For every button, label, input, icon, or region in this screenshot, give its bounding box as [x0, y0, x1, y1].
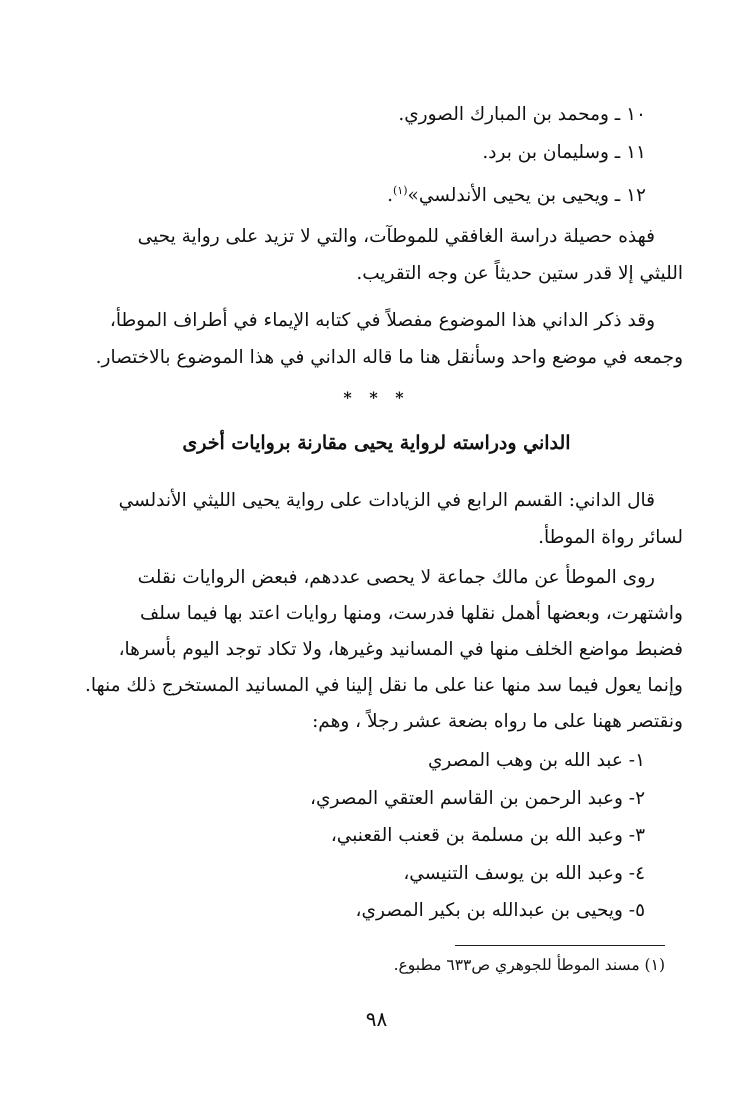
paragraph-line: وإنما يعول فيما سد منها عنا على ما نقل إلينا في المسانيد المستخرج ذلك منها.: [84, 675, 683, 696]
paragraph-line: قال الداني: القسم الرابع في الزيادات على رواية يحيى الليثي الأندلسي: [118, 490, 655, 511]
list-number: ١١: [626, 142, 646, 163]
paragraph-line: الليثي إلا قدر ستين حديثاً عن وجه التقريب.: [356, 263, 683, 284]
list-item: [398, 96, 646, 134]
list-item: ٢- وعبد الرحمن بن القاسم العتقي المصري،: [310, 787, 645, 809]
paragraph-quote: [70, 482, 683, 556]
paragraph-line: وجمعه في موضع واحد وسأنقل هنا ما قاله الداني في هذا الموضوع بالاختصار.: [95, 347, 683, 368]
narrator-list: [310, 742, 645, 930]
section-separator: * * *: [343, 388, 410, 407]
footnote-divider: [455, 945, 665, 946]
list-text-tail: .: [387, 185, 393, 207]
paragraph-line: فهذه حصيلة دراسة الغافقي للموطآت، والتي لا تزيد على رواية يحيى: [137, 226, 655, 247]
page-number: ٩٨: [365, 1007, 388, 1031]
list-text: ـ وسليمان بن برد.: [482, 142, 621, 163]
paragraph-narrators: [70, 560, 683, 740]
paragraph-line: روى الموطأ عن مالك جماعة لا يحصى عددهم، فبعض الروايات نقلت: [137, 567, 655, 588]
paragraph-line: لسائر رواة الموطأ.: [538, 527, 683, 548]
paragraph-line: وقد ذكر الداني هذا الموضوع مفصلاً في كتابه الإيماء في أطراف الموطأ،: [109, 310, 655, 331]
list-number: ١٢: [626, 185, 646, 207]
list-item: [387, 172, 646, 215]
list-item: [482, 134, 646, 172]
section-heading: الداني ودراسته لرواية يحيى مقارنة بروايات أخرى: [182, 432, 571, 454]
paragraph-summary: [70, 218, 683, 292]
footnote-marker: (١): [392, 184, 408, 197]
footnote: (١) مسند الموطأ للجوهري ص٦٣٣ مطبوع.: [393, 956, 665, 974]
paragraph-dani-mention: [70, 302, 683, 376]
paragraph-line: فضبط مواضع الخلف منها في المسانيد وغيرها، ولا تكاد توجد اليوم بأسرها،: [118, 639, 683, 660]
paragraph-line: واشتهرت، وبعضها أهمل نقلها فدرست، ومنها روايات اعتد بها فيما سلف: [140, 603, 683, 624]
list-text: ـ ويحيى بن يحيى الأندلسي»: [407, 185, 621, 207]
list-number: ١٠: [626, 104, 646, 125]
list-text: ـ ومحمد بن المبارك الصوري.: [398, 104, 621, 125]
list-item: ٣- وعبد الله بن مسلمة بن قعنب القعنبي،: [330, 825, 645, 846]
list-item: ٥- ويحيى بن عبدالله بن بكير المصري،: [355, 900, 645, 921]
list-item: ١- عبد الله بن وهب المصري: [427, 750, 645, 771]
paragraph-line: ونقتصر ههنا على ما رواه بضعة عشر رجلاً ، وهم:: [312, 711, 683, 732]
list-item: ٤- وعبد الله بن يوسف التنيسي،: [403, 862, 645, 884]
